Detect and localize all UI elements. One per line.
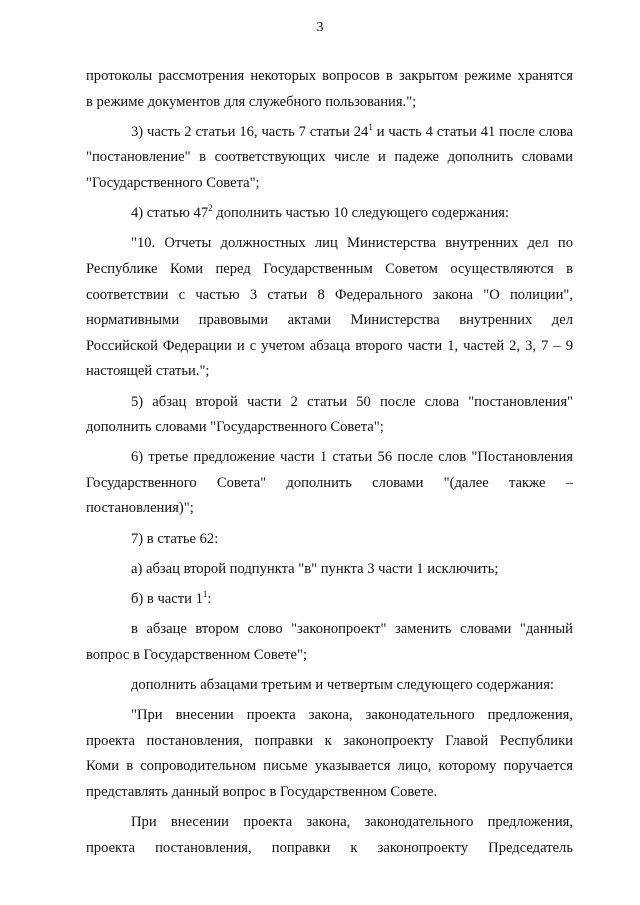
paragraph [86, 201, 573, 227]
paragraph [86, 390, 573, 441]
document-body [86, 64, 573, 866]
text-line: настоящей статьи."; [86, 363, 210, 380]
text-line: а) абзац второй подпункта "в" пункта 3 части 1 исключить; [131, 560, 499, 577]
text-line: дополнить абзацами третьим и четвертым следующего содержания: [131, 677, 554, 693]
text-line: протоколы рассмотрения некоторых вопросов в закрытом режиме хранятся [86, 68, 573, 84]
text-line: соответствии с частью 3 статьи 8 Федерального закона "О полиции", [86, 286, 573, 303]
superscript: 1 [202, 589, 208, 600]
text-line: При внесении проекта закона, законодательного предложения, [131, 814, 573, 831]
text-line: в абзаце втором слово "законопроект" заменить словами "данный [131, 621, 573, 638]
page-number: 3 [316, 20, 324, 35]
text-line: дополнить словами "Государственного Совета"; [86, 419, 384, 436]
superscript: 1 [368, 121, 373, 132]
text-line: б) в части $1^1$: [131, 589, 212, 608]
text-line: проекта постановления, поправки к законопроекту Главой Республики [86, 732, 573, 749]
text-line: Государственного Совета" дополнить словами "(далее также – [86, 474, 573, 491]
paragraph [86, 617, 573, 668]
text-line: Российской Федерации и с учетом абзаца второго части 1, частей 2, 3, 7 – 9 [86, 337, 573, 354]
paragraph [86, 587, 573, 613]
text-line: "10. Отчеты должностных лиц Министерства внутренних дел по [131, 235, 573, 252]
paragraph [86, 445, 573, 522]
text-line: 6) третье предложение части 1 статьи 56 после слов "Постановления [131, 449, 573, 466]
text-line: "постановление" в соответствующих числе и падеже дополнить словами [86, 149, 573, 166]
text-line: Республике Коми перед Государственным Советом осуществляются в [86, 260, 573, 277]
paragraph [86, 703, 573, 805]
text-line: "Государственного Совета"; [86, 174, 260, 191]
text-line: Коми в сопроводительном письме указывается лицо, которому поручается [86, 758, 573, 775]
text-line: "При внесении проекта закона, законодательного предложения, [131, 707, 573, 724]
superscript: 2 [208, 203, 213, 214]
paragraph [86, 810, 573, 861]
text-line: 5) абзац второй части 2 статьи 50 после слова "постановления" [131, 393, 573, 410]
text-line: постановления)"; [86, 500, 194, 517]
paragraph [86, 120, 573, 197]
text-line: в режиме документов для служебного пользования."; [86, 93, 417, 110]
text-line: нормативными правовыми актами Министерства внутренних дел [86, 312, 573, 329]
paragraph [86, 557, 573, 583]
paragraph [86, 527, 573, 553]
text-line: проекта постановления, поправки к законопроекту Председатель [86, 839, 573, 856]
paragraph [86, 673, 573, 699]
text-line: 7) в статье 62: [131, 530, 219, 547]
text-line: представлять данный вопрос в Государственном Совете. [86, 783, 438, 800]
text-line: 3) часть 2 статьи 16, часть 7 статьи $24^1$ и часть 4 статьи 41 после слова [131, 121, 574, 140]
text-line: вопрос в Государственном Совете"; [86, 646, 308, 663]
text-line: 4) статью $47^2$ дополнить частью 10 следующего содержания: [131, 203, 510, 222]
paragraph [86, 64, 573, 115]
paragraph [86, 231, 573, 385]
